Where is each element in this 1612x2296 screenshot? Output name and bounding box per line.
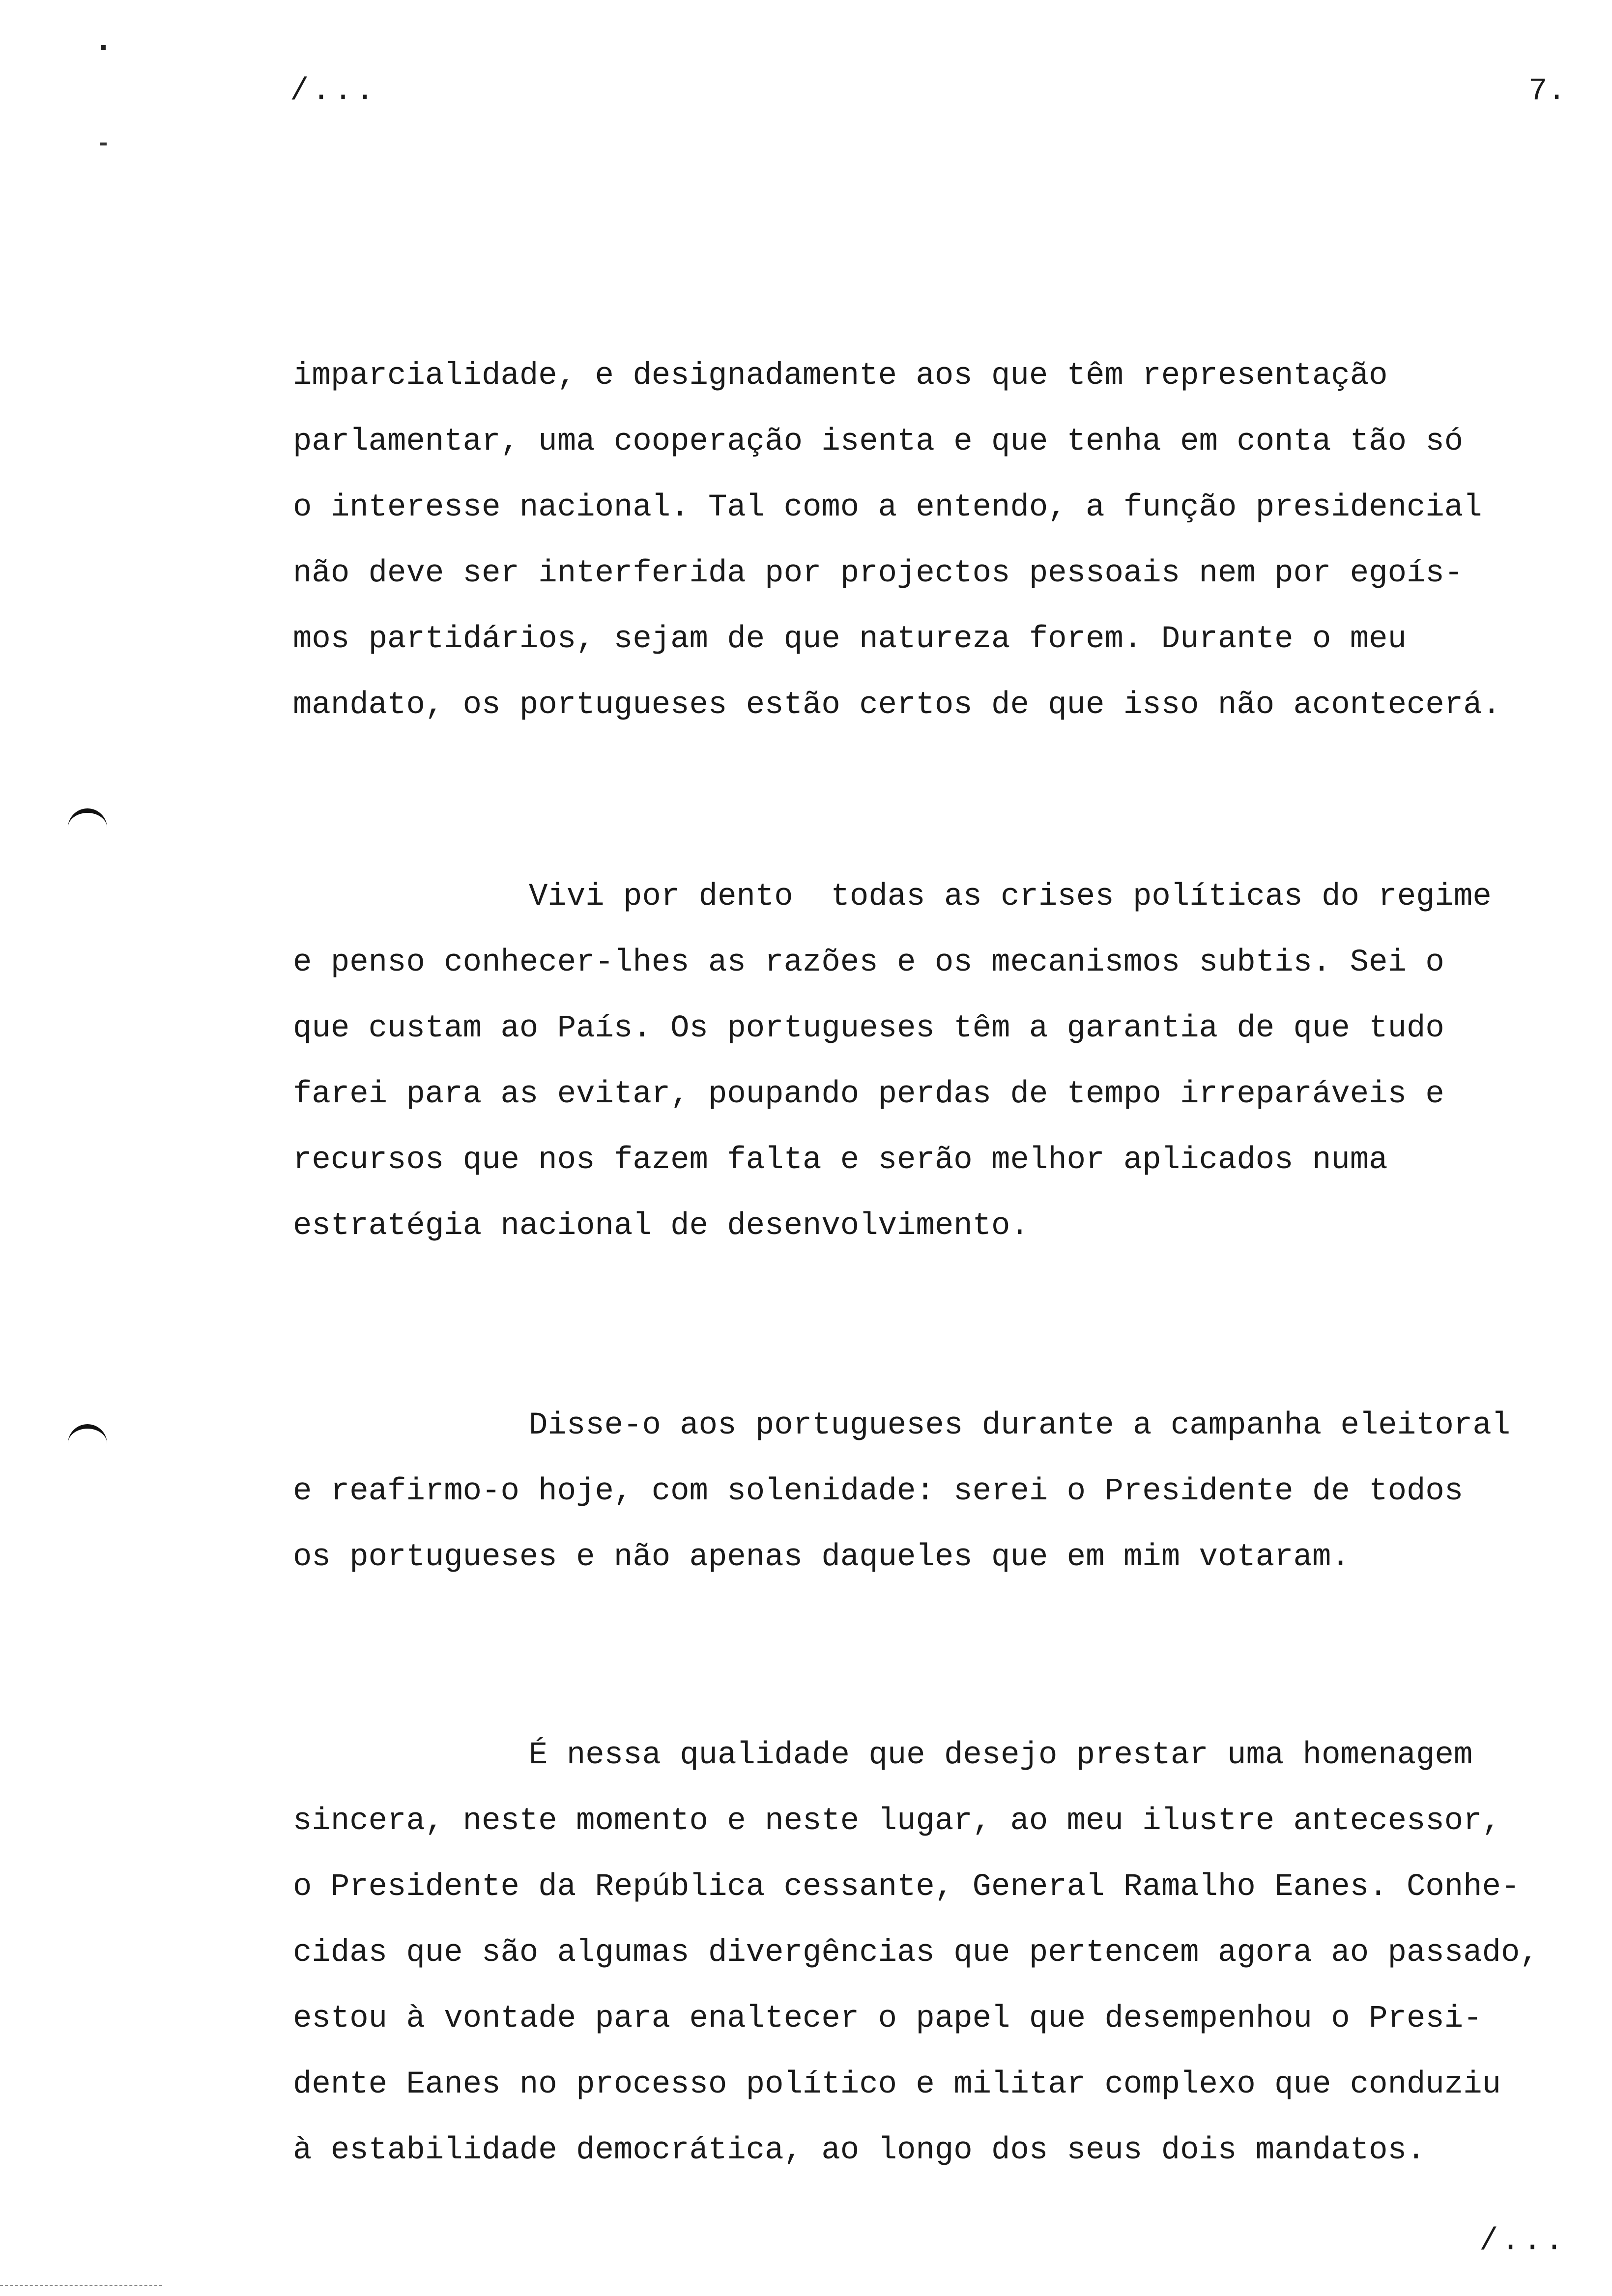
text-line: parlamentar, uma cooperação isenta e que tenha em conta tão só bbox=[293, 424, 1464, 459]
paragraph-1 bbox=[293, 343, 1561, 738]
text-line: recursos que nos fazem falta e serão melhor aplicados numa bbox=[293, 1143, 1388, 1178]
text-line: que custam ao País. Os portugueses têm a garantia de que tudo bbox=[293, 1011, 1444, 1046]
scan-edge-rule bbox=[0, 2285, 162, 2288]
page-number: 7. bbox=[1528, 74, 1566, 109]
text-line: o interesse nacional. Tal como a entendo, a função presidencial bbox=[293, 490, 1482, 525]
paragraph-3 bbox=[293, 1393, 1561, 1590]
text-line: mandato, os portugueses estão certos de que isso não acontecerá. bbox=[293, 688, 1501, 723]
text-line: e reafirmo-o hoje, com solenidade: serei o Presidente de todos bbox=[293, 1474, 1464, 1509]
text-line: sincera, neste momento e neste lugar, ao meu ilustre antecessor, bbox=[293, 1804, 1501, 1839]
header-continuation-mark: /... bbox=[290, 74, 377, 109]
text-line: os portugueses e não apenas daqueles que em mim votaram. bbox=[293, 1540, 1350, 1575]
punch-hole-mark bbox=[68, 808, 107, 848]
text-line: mos partidários, sejam de que natureza forem. Durante o meu bbox=[293, 622, 1407, 657]
footer-continuation-mark: /... bbox=[1479, 2224, 1567, 2259]
text-line: estratégia nacional de desenvolvimento. bbox=[293, 1208, 1029, 1244]
text-line: Disse-o aos portugueses durante a campanha eleitoral bbox=[529, 1408, 1511, 1443]
text-line: farei para as evitar, poupando perdas de tempo irreparáveis e bbox=[293, 1077, 1444, 1112]
text-line: cidas que são algumas divergências que pertencem agora ao passado, bbox=[293, 1935, 1539, 1971]
text-line: imparcialidade, e designadamente aos que têm representação bbox=[293, 358, 1388, 394]
text-line: não deve ser interferida por projectos pessoais nem por egoís- bbox=[293, 556, 1464, 591]
scan-speck bbox=[101, 45, 106, 50]
text-line: o Presidente da República cessante, General Ramalho Eanes. Conhe- bbox=[293, 1869, 1520, 1905]
text-line: e penso conhecer-lhes as razões e os mecanismos subtis. Sei o bbox=[293, 945, 1444, 980]
text-line: à estabilidade democrática, ao longo dos seus dois mandatos. bbox=[293, 2133, 1426, 2168]
paragraph-2 bbox=[293, 864, 1561, 1259]
paragraph-4 bbox=[293, 1722, 1561, 2183]
text-line: É nessa qualidade que desejo prestar uma homenagem bbox=[529, 1738, 1473, 1773]
text-line: dente Eanes no processo político e militar complexo que conduziu bbox=[293, 2067, 1501, 2102]
text-line: estou à vontade para enaltecer o papel que desempenhou o Presi- bbox=[293, 2001, 1482, 2037]
scan-speck bbox=[100, 143, 107, 145]
text-line: Vivi por dento todas as crises políticas do regime bbox=[529, 879, 1492, 915]
punch-hole-mark bbox=[68, 1424, 107, 1464]
